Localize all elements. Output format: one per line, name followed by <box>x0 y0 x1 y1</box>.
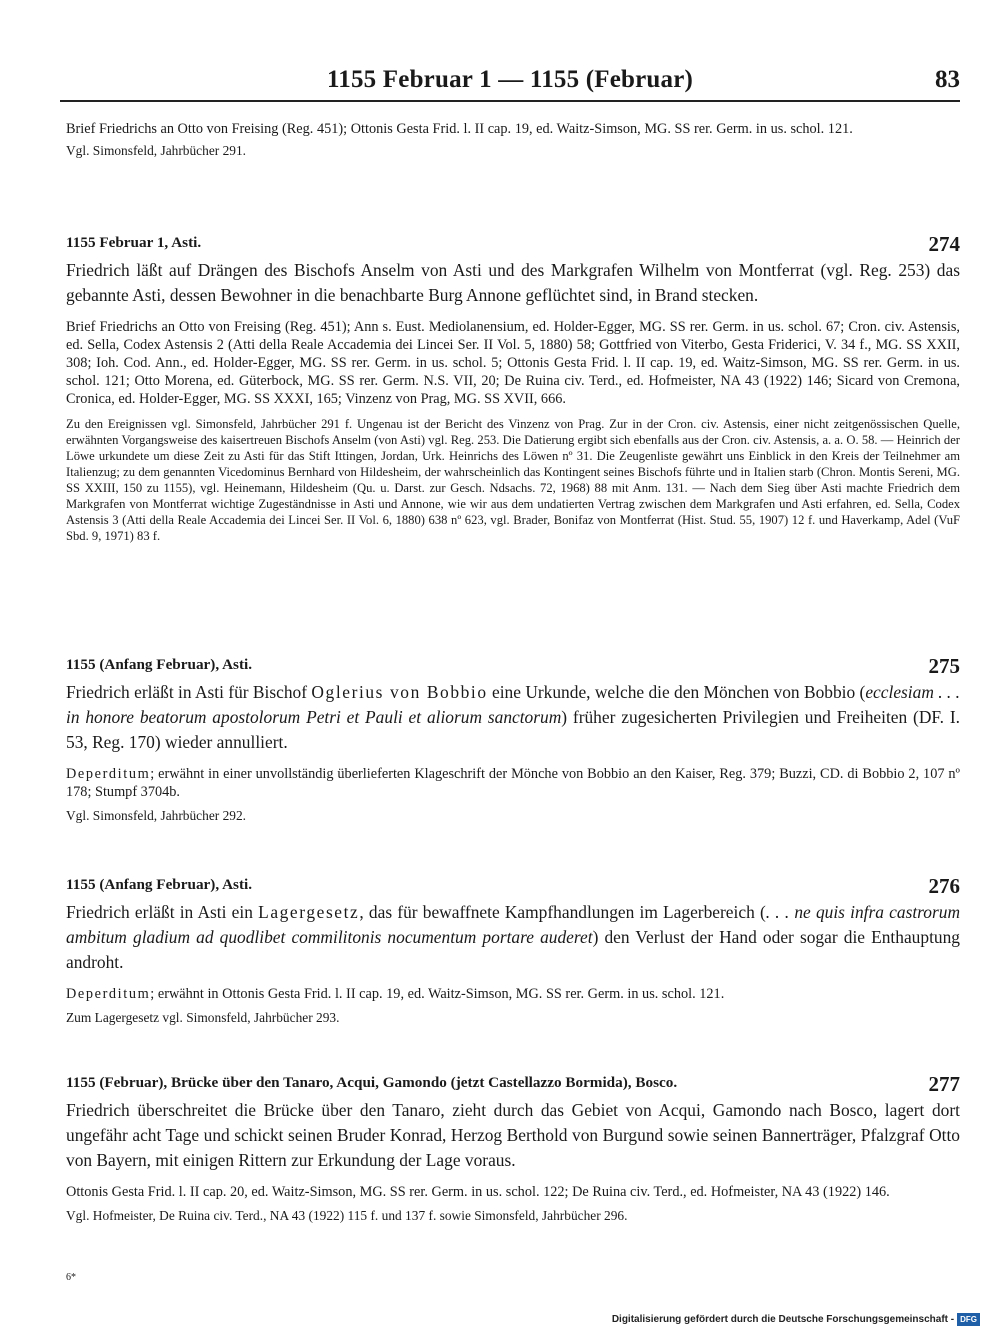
entry-date-place: 1155 Februar 1, Asti. <box>66 234 202 251</box>
entry-sources <box>66 765 960 801</box>
regest-law-name: Lagergesetz <box>258 902 360 922</box>
entry-header <box>66 1072 960 1098</box>
regest-text: Friedrich erläßt in Asti für Bischof <box>66 682 312 702</box>
entry-regest <box>66 900 960 975</box>
dfg-logo-icon: DFG <box>957 1313 980 1326</box>
regest-text: eine Urkunde, welche die den Mönchen von Bobbio ( <box>487 682 866 702</box>
carryover-section <box>66 120 960 159</box>
entry-header <box>66 654 960 680</box>
entry-number: 277 <box>928 1072 960 1096</box>
entry-note: Zu den Ereignissen vgl. Simonsfeld, Jahrbücher 291 f. Ungenau ist der Bericht des Vinzenz von Prag. Zur in der Cron. civ. Astensis, einer nicht zeitgenössischen Quelle, erwähnten Vorgangsweise des kaisertreuen Bischofs Anselm (von Asti) vgl. Reg. 253. Die Datierung ergibt sich ebenfalls aus der Cron. civ. Astensis, a. a. O. 58. — Heinrich der Löwe urkundete um diese Zeit zu Asti für das Stift Ittingen, Jordan, Urk. Heinrichs des Löwen nº 31. Die Zeugenliste gewährt uns Einblick in den Kreis der Teilnehmer am Italienzug; zu dem genannten Vicedominus Bernhard von Hildesheim, der wahrscheinlich das Kontingent seines Bischofs führte und in Italien starb (Chron. Montis Sereni, MG. SS XXIII, 150 zu 1155), vgl. Heinemann, Hildesheim (Qu. u. Darst. zur Gesch. Ndsachs. 72, 1968) 88 mit Anm. 131. — Nach dem Sieg über Asti machte Friedrich dem Markgrafen von Montferrat wichtige Zugeständnisse in Asti und Annone, wie wir aus dem undatierten Vertrag zwischen dem Markgrafen und Asti erfahren, ed. Sella, Codex Astensis 3 (Atti della Reale Accademia dei Lincei Ser. II Vol. 6, 1880) 638 nº 623, vgl. Brader, Bonifaz von Montferrat (Hist. Stud. 55, 1907) 12 f. und Haverkamp, Adel (VuF Sbd. 9, 1971) 83 f. <box>66 417 960 543</box>
carryover-literature: Vgl. Simonsfeld, Jahrbücher 291. <box>66 143 247 158</box>
entry-regest <box>66 680 960 755</box>
carryover-sources: Brief Friedrichs an Otto von Freising (Reg. 451); Ottonis Gesta Frid. l. II cap. 19, ed. Waitz-Simson, MG. SS rer. Germ. in us. schol. 121. <box>66 121 853 137</box>
regest-latin-quote: . . . ne quis infra castrorum ambitum gladium ad quodlibet commilitonis nocumentum portare auderet <box>66 902 961 947</box>
entry-274 <box>66 232 960 544</box>
entry-sources <box>66 985 960 1003</box>
page-number: 83 <box>935 66 960 93</box>
entry-header <box>66 874 960 900</box>
entry-sources: Ottonis Gesta Frid. l. II cap. 20, ed. Waitz-Simson, MG. SS rer. Germ. in us. schol. 122; De Ruina civ. Terd., ed. Hofmeister, NA 43 (1922) 146. <box>66 1184 890 1200</box>
signature-mark: 6* <box>66 1272 76 1283</box>
regest-text: ) den Verlust der Hand oder sogar die Enthauptung androht. <box>66 927 960 972</box>
regest-text: Friedrich erläßt in Asti ein <box>66 902 259 922</box>
entry-number: 274 <box>928 232 960 256</box>
entry-date-place: 1155 (Anfang Februar), Asti. <box>66 876 253 893</box>
regest-text: , das für bewaffnete Kampfhandlungen im Lagerbereich ( <box>359 902 766 922</box>
digitization-credit <box>612 1312 980 1326</box>
deperditum-label: Deperditum <box>66 986 151 1002</box>
credit-text: Digitalisierung gefördert durch die Deutsche Forschungsgemeinschaft - <box>611 1313 955 1325</box>
entry-regest: Friedrich läßt auf Drängen des Bischofs Anselm von Asti und des Markgrafen Wilhelm von Montferrat (vgl. Reg. 253) das gebannte Asti, dessen Bewohner in die benachbarte Burg Annone geflüchtet sind, in Brand stecken. <box>66 260 960 305</box>
sources-text: ; erwähnt in einer unvollständig überlieferten Klageschrift der Mönche von Bobbio an den Kaiser, Reg. 379; Buzzi, CD. di Bobbio 2, 107 nº 178; Stumpf 3704b. <box>66 766 960 800</box>
entry-literature: Vgl. Simonsfeld, Jahrbücher 292. <box>66 808 247 823</box>
entry-sources: Brief Friedrichs an Otto von Freising (Reg. 451); Ann s. Eust. Mediolanensium, ed. Holder-Egger, MG. SS rer. Germ. in us. schol. 67; Cron. civ. Astensis, ed. Sella, Codex Astensis 2 (Atti della Reale Accademia dei Lincei Ser. II Vol. 5, 1880) 58; Gottfried von Viterbo, Gesta Friderici, V. 34 f., MG. SS XXII, 308; Ioh. Cod. Ann., ed. Holder-Egger, MG. SS rer. Germ. in us. schol. 5; Ottonis Gesta Frid. l. II cap. 19, ed. Waitz-Simson, MG. SS rer. Germ. in us. schol. 121; Otto Morena, ed. Güterbock, MG. SS rer. Germ. N.S. VII, 20; De Ruina civ. Terd., ed. Hofmeister, NA 43 (1922) 146; Sicard von Cremona, Cronica, ed. Holder-Egger, MG. SS XXXI, 165; Vinzenz von Prag, MG. SS XVII, 666. <box>66 319 960 407</box>
regest-latin-quote: ecclesiam . . . in honore beatorum apostolorum Petri et Pauli et aliorum sanctorum <box>66 682 960 727</box>
deperditum-label: Deperditum <box>66 766 151 782</box>
entry-276 <box>66 874 960 1026</box>
entry-number: 276 <box>928 874 960 898</box>
running-title: 1155 Februar 1 — 1155 (Februar) <box>326 66 694 93</box>
entry-275 <box>66 654 960 824</box>
entry-277 <box>66 1072 960 1224</box>
running-header <box>60 66 960 102</box>
entry-regest: Friedrich überschreitet die Brücke über den Tanaro, zieht durch das Gebiet von Acqui, Gamondo nach Bosco, lagert dort ungefähr acht Tage und schickt seinen Bruder Konrad, Herzog Berthold von Burgund sowie seinen Bannerträger, Pfalzgraf Otto von Bayern, mit einigen Rittern zur Erkundung der Lage voraus. <box>66 1100 960 1170</box>
sources-text: ; erwähnt in Ottonis Gesta Frid. l. II cap. 19, ed. Waitz-Simson, MG. SS rer. Germ. in us. schol. 121. <box>150 986 725 1002</box>
entry-date-place: 1155 (Anfang Februar), Asti. <box>66 656 253 673</box>
entry-header <box>66 232 960 258</box>
entry-number: 275 <box>928 654 960 678</box>
regest-person-name: Oglerius von Bobbio <box>311 682 488 702</box>
entry-date-place: 1155 (Februar), Brücke über den Tanaro, Acqui, Gamondo (jetzt Castellazzo Bormida), Bosco. <box>66 1074 678 1091</box>
entry-literature: Zum Lagergesetz vgl. Simonsfeld, Jahrbücher 293. <box>66 1010 340 1025</box>
regest-text: ) früher zugesicherten Privilegien und Freiheiten (DF. I. 53, Reg. 170) wieder annulliert. <box>66 707 960 752</box>
entry-literature: Vgl. Hofmeister, De Ruina civ. Terd., NA 43 (1922) 115 f. und 137 f. sowie Simonsfeld, Jahrbücher 296. <box>66 1208 628 1223</box>
